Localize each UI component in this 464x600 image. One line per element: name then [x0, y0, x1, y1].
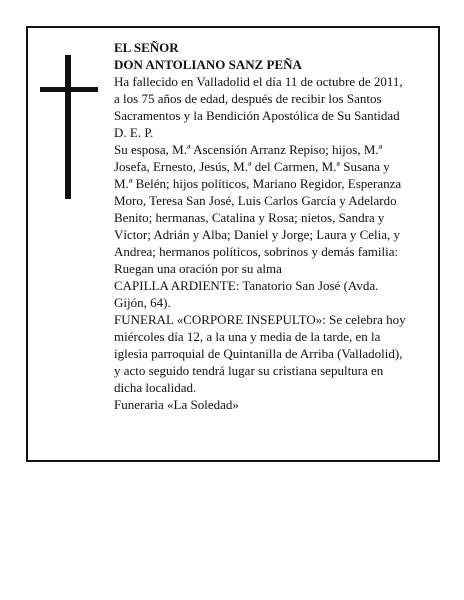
chapel-line: Gijón, 64). — [114, 295, 171, 310]
death-line: a los 75 años de edad, después de recibir los Santos — [114, 91, 382, 106]
family-line: Víctor; Adrián y Alba; Daniel y Jorge; Laura y Celia, y — [114, 227, 401, 242]
funeral-home: Funeraria «La Soledad» — [114, 397, 239, 412]
cross-icon — [40, 55, 98, 199]
funeral-line: y acto seguido tendrá lugar su cristiana sepultura en — [114, 363, 384, 378]
chapel-line: CAPILLA ARDIENTE: Tanatorio San José (Avda. — [114, 278, 379, 293]
funeral-line: miércoles día 12, a la una y media de la tarde, en la — [114, 329, 381, 344]
deceased-name: DON ANTOLIANO SANZ PEÑA — [114, 57, 302, 72]
family-line: M.ª Belén; hijos políticos, Mariano Regidor, Esperanza — [114, 176, 402, 191]
family-line: Andrea; hermanos políticos, sobrinos y demás familia: — [114, 244, 399, 259]
family-line: Josefa, Ernesto, Jesús, M.ª del Carmen, M.ª Susana y — [114, 159, 390, 174]
obituary-notice — [26, 26, 440, 462]
family-line: Su esposa, M.ª Ascensión Arranz Repiso; hijos, M.ª — [114, 142, 383, 157]
notice-text — [114, 39, 426, 413]
prayer-request: Ruegan una oración por su alma — [114, 261, 282, 276]
death-line: Sacramentos y la Bendición Apostólica de Su Santidad — [114, 108, 400, 123]
family-line: Benito; hermanas, Catalina y Rosa; nietos, Sandra y — [114, 210, 385, 225]
funeral-line: iglesia parroquial de Quintanilla de Arriba (Valladolid), — [114, 346, 403, 361]
cross-horizontal-bar — [40, 87, 98, 92]
funeral-line: FUNERAL «CORPORE INSEPULTO»: Se celebra hoy — [114, 312, 406, 327]
funeral-line: dicha localidad. — [114, 380, 197, 395]
death-line: Ha fallecido en Valladolid el día 11 de octubre de 2011, — [114, 74, 403, 89]
death-line: D. E. P. — [114, 125, 154, 140]
family-line: Moro, Teresa San José, Luis Carlos García y Adelardo — [114, 193, 397, 208]
cross-vertical-bar — [65, 55, 71, 199]
deceased-title: EL SEÑOR — [114, 40, 179, 55]
